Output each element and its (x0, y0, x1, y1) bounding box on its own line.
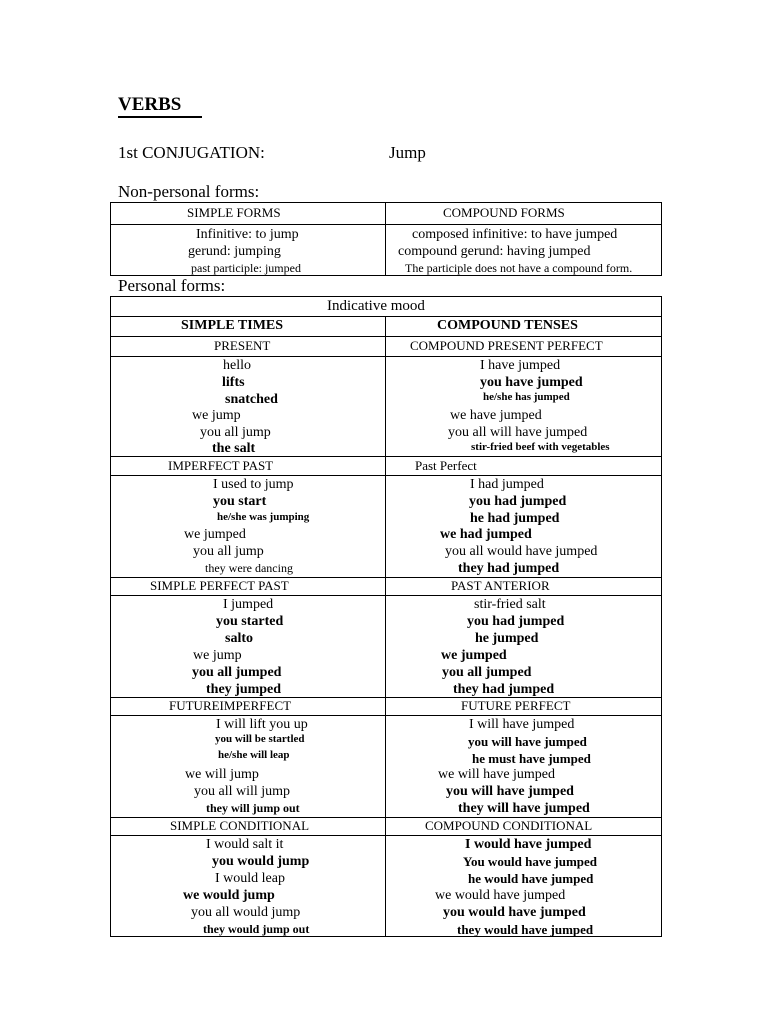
conjugation-cell: I will lift you up (216, 717, 308, 732)
conjugation-cell: the salt (212, 441, 256, 456)
conjugation-cell: he had jumped (470, 511, 560, 526)
conjugation-cell: I would leap (215, 871, 285, 886)
conjugation-cell: lifts (222, 375, 245, 390)
indicative-table (110, 296, 662, 937)
section-label-simple-conditional: SIMPLE CONDITIONAL (170, 818, 310, 833)
conjugation-cell: you will be startled (215, 733, 305, 745)
conjugation-cell: you all would jump (191, 905, 301, 920)
conjugation-cell: they had jumped (453, 682, 555, 697)
table-divider (385, 203, 386, 275)
col-header-compound-forms: COMPOUND FORMS (443, 205, 565, 220)
section-label-compound-present-perfect: COMPOUND PRESENT PERFECT (410, 338, 603, 353)
conjugation-cell: we will have jumped (438, 767, 556, 782)
conjugation-cell: you will have jumped (468, 734, 587, 749)
conjugation-cell: you all will jump (194, 784, 291, 799)
col-header-compound-tenses: COMPOUND TENSES (437, 318, 578, 333)
conjugation-cell: you all jump (193, 544, 264, 559)
conjugation-cell: salto (225, 631, 253, 646)
section-label-present: PRESENT (214, 338, 271, 353)
conjugation-cell: they will have jumped (458, 801, 590, 816)
conjugation-cell: You would have jumped (463, 854, 598, 869)
conjugation-cell: we had jumped (440, 527, 532, 542)
section-label-past-anterior: PAST ANTERIOR (451, 578, 550, 593)
section-label-future-perfect: FUTURE PERFECT (461, 698, 571, 713)
conjugation-cell: I jumped (223, 597, 274, 612)
conjugation-cell: stir-fried beef with vegetables (471, 441, 610, 453)
conjugation-cell: hello (223, 358, 251, 373)
section-label-simple-perfect-past: SIMPLE PERFECT PAST (150, 578, 289, 593)
table-divider (111, 316, 661, 317)
simple-form-participle: past participle: jumped (191, 261, 301, 275)
section-label-future-imperfect: FUTUREIMPERFECT (169, 698, 292, 713)
conjugation-cell: he jumped (475, 631, 539, 646)
table-divider (385, 316, 386, 936)
conjugation-cell: snatched (225, 392, 278, 407)
conjugation-cell: you all jumped (442, 665, 532, 680)
conjugation-cell: you all will have jumped (448, 425, 588, 440)
simple-form-gerund: gerund: jumping (188, 244, 281, 259)
conjugation-cell: I used to jump (213, 477, 294, 492)
conjugation-cell: I would have jumped (465, 837, 592, 852)
table-divider (111, 715, 661, 716)
compound-form-infinitive: composed infinitive: to have jumped (412, 227, 618, 242)
conjugation-cell: you had jumped (469, 494, 567, 509)
conjugation-cell: you all jump (200, 425, 271, 440)
mood-title: Indicative mood (327, 298, 425, 314)
conjugation-cell: we jump (193, 648, 242, 663)
table-divider (111, 356, 661, 357)
non-personal-heading: Non-personal forms: (118, 182, 260, 201)
conjugation-cell: we jumped (441, 648, 507, 663)
table-divider (111, 224, 661, 225)
conjugation-cell: we would jump (183, 888, 275, 903)
personal-heading: Personal forms: (118, 276, 226, 295)
table-divider (111, 475, 661, 476)
table-divider (111, 456, 661, 457)
conjugation-cell: we have jumped (450, 408, 542, 423)
conjugation-cell: I would salt it (206, 837, 284, 852)
conjugation-label: 1st CONJUGATION: (118, 143, 265, 162)
conjugation-cell: you have jumped (480, 375, 583, 390)
conjugation-verb: Jump (389, 143, 426, 162)
conjugation-cell: they had jumped (458, 561, 560, 576)
conjugation-cell: stir-fried salt (474, 597, 546, 612)
conjugation-cell: he must have jumped (472, 751, 591, 766)
conjugation-cell: you had jumped (467, 614, 565, 629)
conjugation-cell: you all jumped (192, 665, 282, 680)
conjugation-cell: he would have jumped (468, 871, 594, 886)
conjugation-cell: you would jump (212, 854, 310, 869)
col-header-simple-forms: SIMPLE FORMS (187, 205, 281, 220)
conjugation-cell: I will have jumped (469, 717, 575, 732)
conjugation-cell: we jump (192, 408, 241, 423)
table-divider (111, 835, 661, 836)
conjugation-cell: you would have jumped (443, 905, 586, 920)
conjugation-cell: I had jumped (470, 477, 544, 492)
non-personal-table (110, 202, 662, 276)
simple-form-infinitive: Infinitive: to jump (196, 227, 299, 242)
compound-form-participle: The participle does not have a compound form. (405, 261, 633, 275)
title-underline (118, 116, 202, 118)
conjugation-cell: we jumped (184, 527, 246, 542)
conjugation-cell: they were dancing (205, 561, 293, 575)
conjugation-cell: you will have jumped (446, 784, 574, 799)
conjugation-cell: I have jumped (480, 358, 561, 373)
page-title: VERBS (118, 94, 182, 115)
section-label-past-perfect: Past Perfect (415, 458, 477, 473)
conjugation-cell: he/she was jumping (217, 511, 310, 523)
conjugation-cell: he/she has jumped (483, 391, 570, 403)
conjugation-cell: they jumped (206, 682, 282, 697)
conjugation-cell: you start (213, 494, 267, 509)
table-divider (111, 336, 661, 337)
section-label-compound-conditional: COMPOUND CONDITIONAL (425, 818, 593, 833)
conjugation-cell: he/she will leap (218, 749, 290, 761)
section-label-imperfect-past: IMPERFECT PAST (168, 458, 274, 473)
conjugation-cell: you all would have jumped (445, 544, 598, 559)
col-header-simple-times: SIMPLE TIMES (181, 318, 284, 333)
table-divider (111, 595, 661, 596)
conjugation-cell: you started (216, 614, 284, 629)
conjugation-cell: they will jump out (206, 801, 300, 815)
compound-form-gerund: compound gerund: having jumped (398, 244, 591, 259)
conjugation-cell: they would have jumped (457, 922, 594, 937)
conjugation-cell: we would have jumped (435, 888, 566, 903)
conjugation-cell: we will jump (185, 767, 259, 782)
conjugation-cell: they would jump out (203, 922, 310, 936)
